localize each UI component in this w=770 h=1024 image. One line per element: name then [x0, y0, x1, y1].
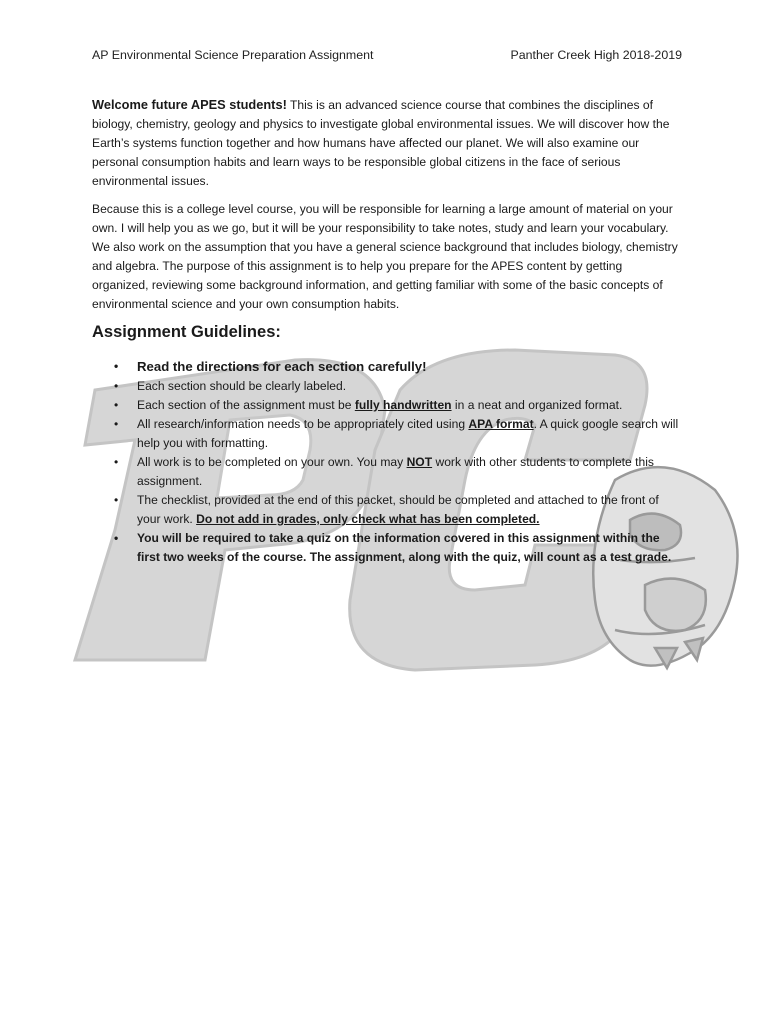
bullet-icon: • — [114, 359, 119, 373]
bullet-icon: • — [114, 493, 119, 507]
list-item-text-before: All work is to be completed on your own. You may — [137, 455, 407, 469]
guidelines-list — [92, 357, 682, 567]
list-item-text-after: in a neat and organized format. — [451, 398, 623, 412]
list-item — [92, 415, 682, 453]
bullet-icon: • — [114, 417, 119, 431]
list-item-text: Each section should be clearly labeled. — [137, 379, 347, 393]
page-header — [92, 48, 682, 62]
list-item-text-after: . A quick google search will help you with formatting. — [137, 417, 679, 450]
list-item-text: Read the directions for each section carefully! — [137, 359, 427, 374]
list-item-emphasis: APA format — [468, 417, 534, 431]
bullet-icon: • — [114, 379, 119, 393]
intro-paragraph — [92, 95, 682, 191]
list-item-text-before: All research/information needs to be appropriately cited using — [137, 417, 469, 431]
list-item-text-before: Each section of the assignment must be — [137, 398, 355, 412]
list-item — [92, 453, 682, 491]
bullet-icon: • — [114, 455, 119, 469]
responsibility-paragraph: Because this is a college level course, you will be responsible for learning a large amount of material on your own. I will help you as we go, but it will be your responsibility to take notes, study and learn your vocabulary. We also work on the assumption that you have a general science background that includes biology, chemistry and algebra. The purpose of this assignment is to help you prepare for the APES content by getting organized, reviewing some background information, and getting familiar with some of the basic concepts of environmental science and your own consumption habits. — [92, 202, 678, 311]
list-item — [92, 377, 682, 396]
list-item — [92, 357, 682, 376]
intro-text: This is an advanced science course that combines the disciplines of biology, chemistry, geology and physics to investigate global environmental issues. We will discover how the Earth’s systems function together and how humans have affected our planet. We will also examine our personal consumption habits and learn ways to be responsible global citizens in the face of serious environmental issues. — [92, 98, 670, 188]
header-school-year: Panther Creek High 2018-2019 — [510, 48, 682, 62]
list-item-text-after: work with other students to complete this assignment. — [137, 455, 654, 488]
list-item — [92, 491, 682, 529]
intro-bold-lead: Welcome future APES students! — [92, 97, 287, 112]
list-item — [92, 396, 682, 415]
list-item-emphasis: NOT — [406, 455, 433, 469]
guidelines-heading: Assignment Guidelines: — [92, 323, 281, 341]
list-item-text: You will be required to take a quiz on the information covered in this assignment within the first two weeks of the course. The assignment, along with the quiz, will count as a test grade. — [137, 531, 672, 564]
bullet-icon: • — [114, 398, 119, 412]
header-course-title: AP Environmental Science Preparation Assignment — [92, 48, 374, 62]
list-item-emphasis: fully handwritten — [354, 398, 452, 412]
list-item-text-before: The checklist, provided at the end of this packet, should be completed and attached to the front of your work. — [137, 493, 659, 526]
list-item — [92, 529, 682, 567]
bullet-icon: • — [114, 531, 119, 545]
list-item-emphasis: Do not add in grades, only check what has been completed. — [196, 512, 540, 526]
